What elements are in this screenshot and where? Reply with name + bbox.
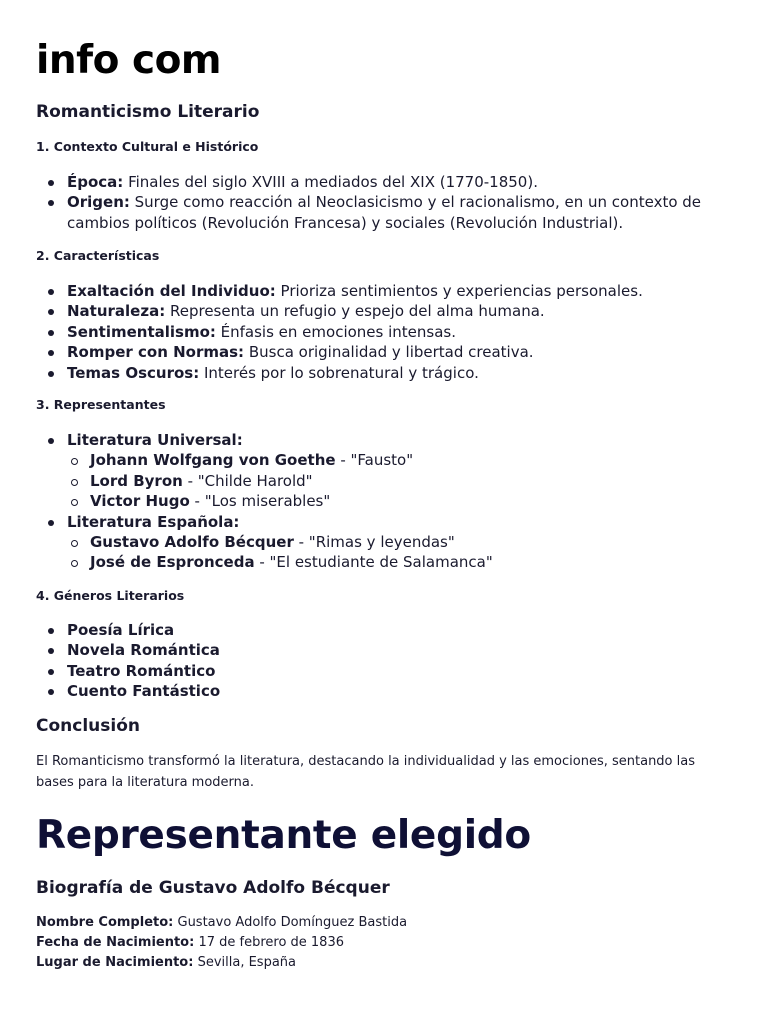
bio-field-value: Gustavo Adolfo Domínguez Bastida: [173, 915, 408, 930]
bio-field-label: Fecha de Nacimiento:: [36, 935, 195, 950]
section-heading-context: 1. Contexto Cultural e Histórico: [36, 139, 259, 154]
genre-label: Novela Romántica: [67, 641, 220, 660]
biography-fields: [36, 913, 407, 973]
item-text: Prioriza sentimientos y experiencias personales.: [275, 282, 643, 300]
list-item: [36, 512, 736, 573]
genre-label: Poesía Lírica: [67, 621, 175, 639]
item-text: Finales del siglo XVIII a mediados del XIX (1770-1850).: [123, 173, 538, 191]
item-text: Busca originalidad y libertad creativa.: [244, 343, 534, 362]
group-label: Literatura Universal:: [67, 431, 243, 449]
author-name: Lord Byron: [90, 471, 183, 490]
author-name: Johann Wolfgang von Goethe: [90, 451, 336, 470]
bio-field: [36, 953, 407, 973]
page-title: info com: [36, 38, 222, 83]
section-heading-representatives: 3. Representantes: [36, 397, 166, 412]
group-label: Literatura Española:: [67, 512, 240, 531]
list-item: [36, 172, 736, 192]
conclusion-heading: Conclusión: [36, 716, 140, 736]
author-item: [67, 450, 736, 470]
genre-label: Teatro Romántico: [67, 661, 216, 680]
characteristics-list: [36, 281, 736, 383]
author-item: [67, 471, 736, 491]
author-work: - "El estudiante de Salamanca": [254, 553, 493, 572]
author-name: Gustavo Adolfo Bécquer: [90, 533, 294, 552]
item-label: Temas Oscuros:: [67, 363, 200, 382]
section-heading-characteristics: 2. Características: [36, 248, 160, 263]
list-item: [36, 620, 736, 640]
item-label: Exaltación del Individuo:: [67, 282, 276, 300]
author-work: - "Rimas y leyendas": [293, 533, 455, 552]
conclusion-text: El Romanticismo transformó la literatura, destacando la individualidad y las emociones, sentando las bases para la literatura moderna.: [36, 754, 695, 790]
item-text: Énfasis en emociones intensas.: [215, 322, 456, 341]
author-item: [67, 552, 736, 572]
bio-field-value: Sevilla, España: [193, 955, 296, 970]
item-text: Representa un refugio y espejo del alma humana.: [165, 302, 545, 321]
list-item: [36, 363, 736, 383]
list-item: [36, 301, 736, 321]
list-item: [36, 661, 736, 681]
author-name: Victor Hugo: [90, 492, 190, 511]
author-work: - "Childe Harold": [182, 471, 313, 490]
bio-field: [36, 913, 407, 933]
author-name: José de Espronceda: [90, 553, 255, 572]
author-item: [67, 491, 736, 511]
representatives-list: [36, 430, 736, 573]
author-item: [67, 532, 736, 552]
list-item: [36, 322, 736, 342]
list-item: [36, 192, 736, 233]
author-list: [67, 450, 736, 511]
bio-field: [36, 933, 407, 953]
item-label: Romper con Normas:: [67, 343, 245, 362]
author-work: - "Fausto": [335, 451, 414, 470]
biography-heading: Biografía de Gustavo Adolfo Bécquer: [36, 878, 390, 898]
representative-heading: Representante elegido: [36, 813, 531, 858]
list-item: [36, 640, 736, 660]
item-label: Origen:: [67, 193, 130, 212]
list-item: [36, 281, 736, 301]
bio-field-label: Lugar de Nacimiento:: [36, 955, 194, 970]
list-item: [36, 342, 736, 362]
item-label: Época:: [67, 173, 124, 191]
genres-list: [36, 620, 736, 702]
item-label: Sentimentalismo:: [67, 322, 216, 341]
item-label: Naturaleza:: [67, 302, 166, 321]
list-item: [36, 681, 736, 701]
genre-label: Cuento Fantástico: [67, 682, 221, 701]
context-list: [36, 172, 736, 233]
author-work: - "Los miserables": [189, 492, 331, 511]
bio-field-label: Nombre Completo:: [36, 915, 174, 930]
list-item: [36, 430, 736, 512]
item-text: Interés por lo sobrenatural y trágico.: [199, 363, 479, 382]
section-heading-genres: 4. Géneros Literarios: [36, 588, 185, 603]
document-subtitle: Romanticismo Literario: [36, 102, 260, 122]
author-list: [67, 532, 736, 573]
item-text: Surge como reacción al Neoclasicismo y el racionalismo, en un contexto de cambios políticos (Revolución Francesa) y sociales (Revolución Industrial).: [67, 193, 702, 232]
bio-field-value: 17 de febrero de 1836: [194, 935, 344, 950]
